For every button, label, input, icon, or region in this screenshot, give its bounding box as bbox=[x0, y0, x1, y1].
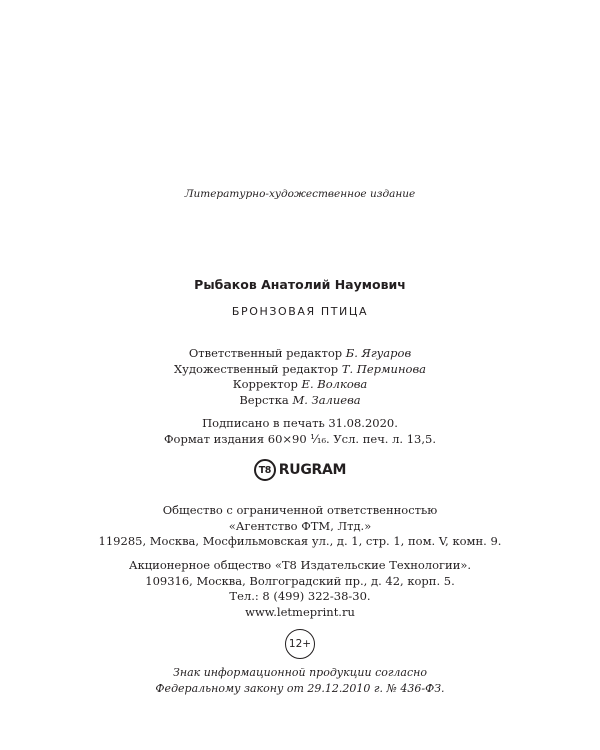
publisher-2-address: 109316, Москва, Волгоградский пр., д. 42, корп. 5. bbox=[145, 573, 455, 588]
publisher-block-2 bbox=[0, 558, 600, 620]
logo-group bbox=[254, 459, 346, 481]
publisher-2-phone: Тел.: 8 (499) 322-38-30. bbox=[229, 589, 371, 604]
publisher-1-address: 119285, Москва, Мосфильмовская ул., д. 1, стр. 1, пом. V, комн. 9. bbox=[98, 534, 502, 549]
book-title: БРОНЗОВАЯ ПТИЦА bbox=[231, 305, 369, 318]
credit-proofreader: Корректор Е. Волкова bbox=[232, 377, 368, 392]
print-info bbox=[0, 416, 600, 447]
publisher-block-1 bbox=[0, 503, 600, 550]
publisher-1-line: Общество с ограниченной ответственностью bbox=[162, 503, 438, 517]
credit-editor: Ответственный редактор Б. Ягуаров bbox=[188, 346, 412, 360]
t8-logo-icon: T8 bbox=[254, 459, 276, 481]
edition-type: Литературно-художественное издание bbox=[184, 188, 416, 200]
law-notice bbox=[0, 666, 600, 697]
author-name: Рыбаков Анатолий Наумович bbox=[194, 277, 406, 292]
print-format: Формат издания 60×90 ¹⁄₁₆. Усл. печ. л. 13,5. bbox=[163, 431, 436, 446]
credits-block bbox=[0, 346, 600, 408]
publisher-1-line: «Агентство ФТМ, Лтд.» bbox=[228, 518, 372, 533]
print-signed-date: Подписано в печать 31.08.2020. bbox=[202, 416, 398, 430]
law-notice-line: Знак информационной продукции согласно bbox=[172, 666, 428, 679]
credit-art-editor: Художественный редактор Т. Перминова bbox=[174, 361, 426, 376]
credit-layout: Верстка М. Залиева bbox=[239, 392, 361, 407]
age-rating-badge: 12+ bbox=[285, 629, 315, 659]
law-notice-line: Федеральному закону от 29.12.2010 г. № 436-ФЗ. bbox=[155, 681, 445, 695]
rugram-logo bbox=[0, 459, 600, 481]
logo-wordmark: RUGRAM bbox=[278, 462, 347, 478]
publisher-2-name: Акционерное общество «Т8 Издательские Технологии». bbox=[128, 558, 472, 572]
publisher-2-website: www.letmeprint.ru bbox=[245, 604, 355, 619]
